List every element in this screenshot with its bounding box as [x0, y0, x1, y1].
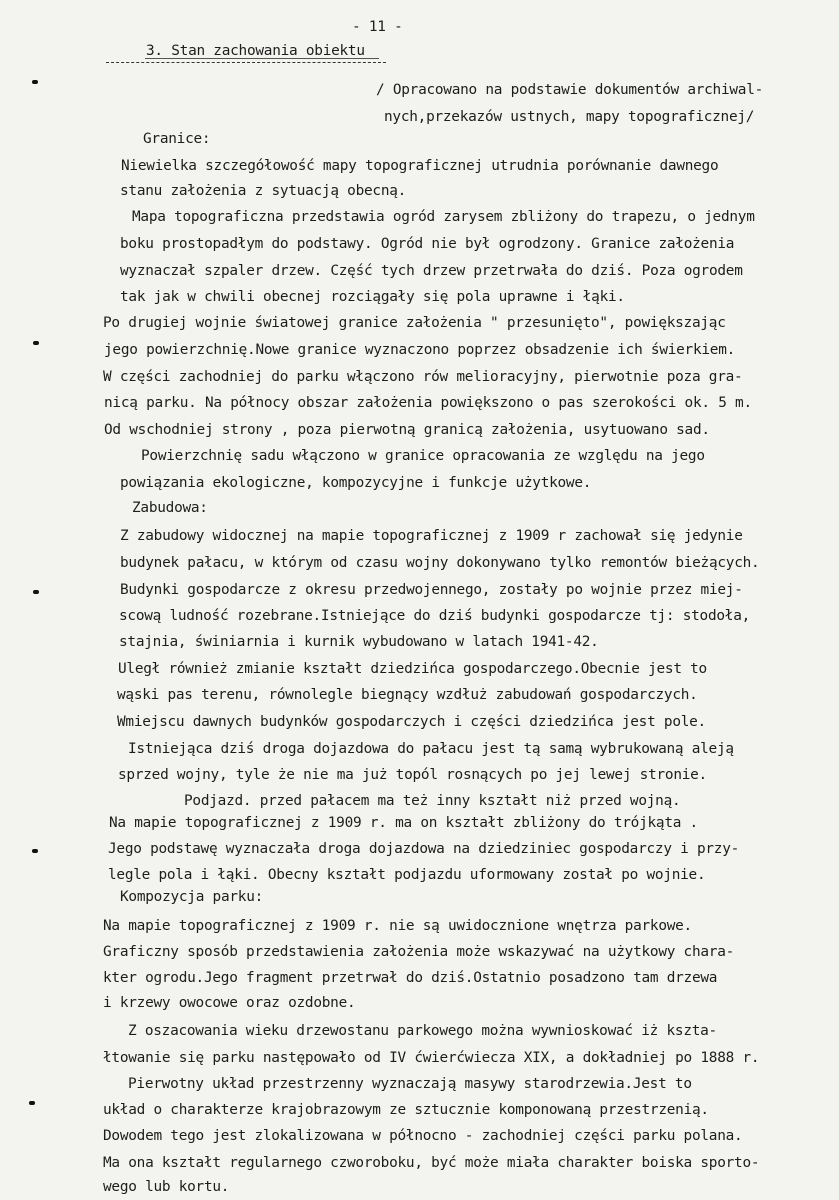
text-line: łtowanie się parku następowało od IV ćwierćwiecza XIX, a dokładniej po 1888 r.	[103, 1050, 760, 1066]
note-line-2: nych,przekazów ustnych, mapy topograficznej/	[384, 109, 755, 125]
text-line: Istniejąca dziś droga dojazdowa do pałacu jest tą samą wybrukowaną aleją	[128, 741, 734, 757]
text-line: Na mapie topograficznej z 1909 r. ma on kształt zbliżony do trójkąta .	[109, 815, 698, 831]
text-line: Budynki gospodarcze z okresu przedwojennego, zostały po wojnie przez miej-	[120, 582, 743, 598]
text-line: Dowodem tego jest zlokalizowana w północno - zachodniej części parku polana.	[103, 1128, 743, 1144]
text-line: Po drugiej wojnie światowej granice założenia " przesunięto", powiększając	[103, 315, 726, 331]
text-line: Niewielka szczegółowość mapy topograficznej utrudnia porównanie dawnego	[121, 158, 719, 174]
punch-hole-mark	[29, 1101, 35, 1105]
text-line: sprzed wojny, tyle że nie ma już topól rosnących po jej lewej stronie.	[118, 767, 707, 783]
text-line: Od wschodniej strony , poza pierwotną granicą założenia, usytuowano sad.	[104, 422, 710, 438]
text-line: powiązania ekologiczne, kompozycyjne i funkcje użytkowe.	[120, 475, 592, 491]
text-line: Mapa topograficzna przedstawia ogród zarysem zbliżony do trapezu, o jednym	[132, 209, 755, 225]
text-line: nicą parku. Na północy obszar założenia powiększono o pas szerokości ok. 5 m.	[104, 395, 752, 411]
text-line: Uległ również zmianie kształt dziedzińca gospodarczego.Obecnie jest to	[118, 661, 707, 677]
text-line: stajnia, świniarnia i kurnik wybudowano w latach 1941-42.	[119, 634, 599, 650]
heading-granice: Granice:	[143, 131, 211, 147]
text-line: Graficzny sposób przedstawienia założenia może wskazywać na użytkowy chara-	[103, 944, 735, 960]
heading-zabudowa: Zabudowa:	[132, 500, 208, 516]
text-line: wyznaczał szpaler drzew. Część tych drzew przetrwała do dziś. Poza ogrodem	[120, 263, 743, 279]
text-line: budynek pałacu, w którym od czasu wojny dokonywano tylko remontów bieżących.	[120, 555, 760, 571]
heading-kompozycja: Kompozycja parku:	[120, 889, 264, 905]
text-line: Wmiejscu dawnych budynków gospodarczych i części dziedzińca jest pole.	[117, 714, 706, 730]
text-line: układ o charakterze krajobrazowym ze sztucznie komponowaną przestrzenią.	[103, 1102, 709, 1118]
punch-hole-mark	[32, 849, 38, 853]
text-line: i krzewy owocowe oraz ozdobne.	[103, 995, 356, 1011]
text-line: wego lub kortu.	[103, 1179, 230, 1195]
title-underline	[145, 58, 379, 59]
text-line: Ma ona kształt regularnego czworoboku, być może miała charakter boiska sporto-	[103, 1155, 760, 1171]
punch-hole-mark	[33, 590, 39, 594]
text-line: Podjazd. przed pałacem ma też inny kształt niż przed wojną.	[184, 793, 681, 809]
text-line: boku prostopadłym do podstawy. Ogród nie był ogrodzony. Granice założenia	[120, 236, 735, 252]
text-line: stanu założenia z sytuacją obecną.	[120, 183, 407, 199]
text-line: scową ludność rozebrane.Istniejące do dziś budynki gospodarcze tj: stodoła,	[119, 608, 751, 624]
text-line: Na mapie topograficznej z 1909 r. nie są uwidocznione wnętrza parkowe.	[103, 918, 692, 934]
note-line-1: / Opracowano na podstawie dokumentów archiwal-	[376, 82, 764, 98]
text-line: Powierzchnię sadu włączono w granice opracowania ze względu na jego	[141, 448, 705, 464]
text-line: tak jak w chwili obecnej rozciągały się pola uprawne i łąki.	[120, 289, 625, 305]
punch-hole-mark	[33, 341, 39, 345]
punch-hole-mark	[32, 80, 38, 84]
text-line: legle pola i łąki. Obecny kształt podjazdu uformowany został po wojnie.	[108, 867, 706, 883]
dashed-rule	[106, 62, 386, 63]
text-line: kter ogrodu.Jego fragment przetrwał do dziś.Ostatnio posadzono tam drzewa	[103, 970, 718, 986]
text-line: W części zachodniej do parku włączono rów melioracyjny, pierwotnie poza gra-	[103, 369, 743, 385]
page-number: - 11 -	[352, 19, 403, 35]
text-line: Z oszacowania wieku drzewostanu parkowego można wywnioskować iż kszta-	[128, 1023, 717, 1039]
text-line: jego powierzchnię.Nowe granice wyznaczono poprzez obsadzenie ich świerkiem.	[104, 342, 736, 358]
text-line: Z zabudowy widocznej na mapie topograficznej z 1909 r zachował się jedynie	[120, 528, 743, 544]
text-line: wąski pas terenu, równolegle biegnący wzdłuż zabudowań gospodarczych.	[117, 687, 698, 703]
text-line: Pierwotny układ przestrzenny wyznaczają masywy starodrzewia.Jest to	[128, 1076, 692, 1092]
section-title: 3. Stan zachowania obiektu	[146, 43, 365, 59]
text-line: Jego podstawę wyznaczała droga dojazdowa na dziedziniec gospodarczy i przy-	[108, 841, 740, 857]
